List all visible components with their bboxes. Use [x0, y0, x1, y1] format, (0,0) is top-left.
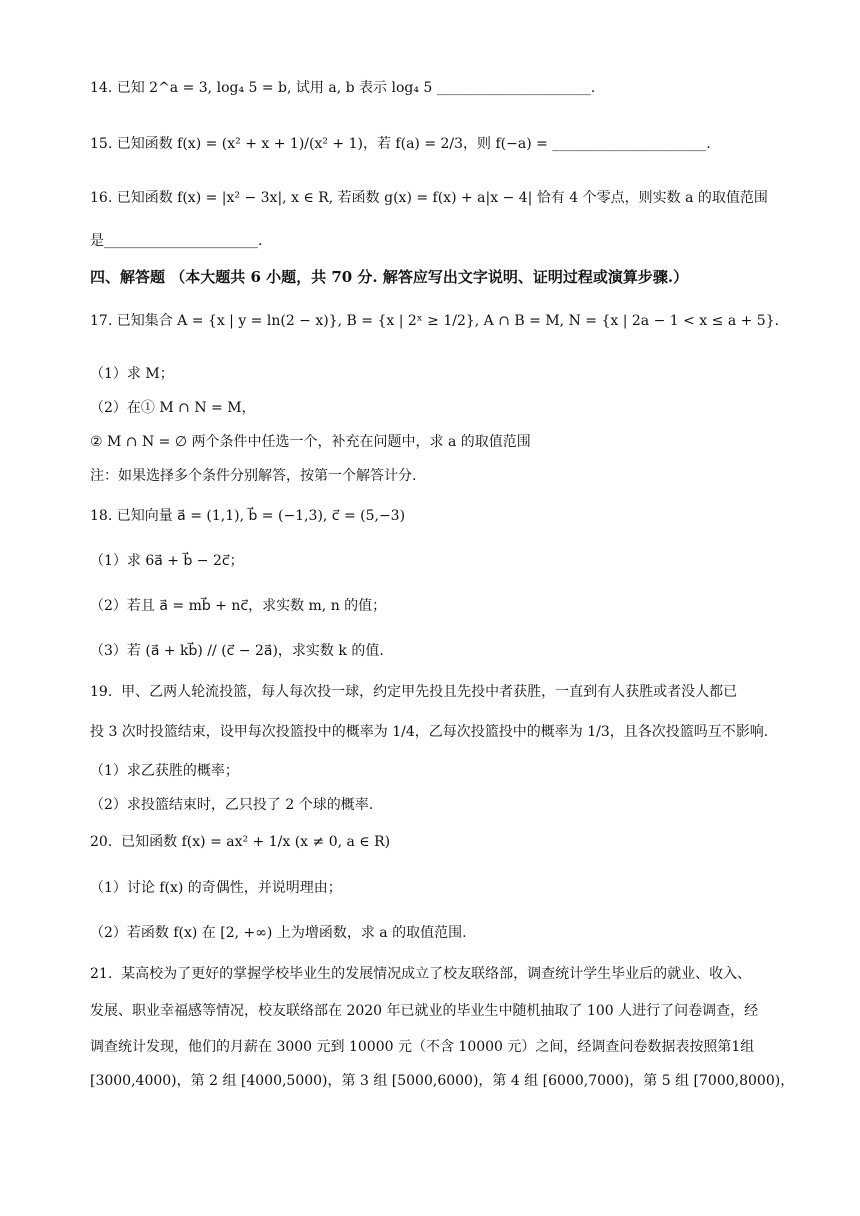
question-17	[90, 313, 790, 330]
q18-part-2-text: （2）若且 a⃗ = mb⃗ + nc⃗，求实数 m, n 的值；	[90, 598, 387, 614]
question-21-text-1: 21. 某高校为了更好的掌握学校毕业生的发展情况成立了校友联络部，调查统计学生毕业后的就业、收入、	[90, 966, 752, 982]
question-17-text: 17. 已知集合 A = {x | y = ln(2 − x)}, B = {x | 2ˣ ≥ 1/2}, A ∩ B = M, N = {x | 2a − 1 < x ≤ a + 5}.	[90, 313, 780, 329]
question-16-text: 16. 已知函数 f(x) = |x² − 3x|, x ∈ R, 若函数 g(x) = f(x) + a|x − 4| 恰有 4 个零点，则实数 a 的取值范围	[90, 190, 768, 206]
q18-part-3-text: （3）若 (a⃗ + kb⃗) // (c⃗ − 2a⃗)，求实数 k 的值.	[90, 643, 384, 659]
q18-part-1-text: （1）求 6a⃗ + b⃗ − 2c⃗；	[90, 553, 244, 569]
question-21-line-2	[90, 1003, 790, 1020]
q17-part-1-text: （1）求 M；	[90, 366, 174, 382]
question-20-text: 20. 已知函数 f(x) = ax² + 1/x (x ≠ 0, a ∈ R)	[90, 834, 391, 850]
question-18-text: 18. 已知向量 a⃗ = (1,1), b⃗ = (−1,3), c⃗ = (5,−3)	[90, 508, 406, 524]
question-21-text-2: 发展、职业幸福感等情况，校友联络部在 2020 年已就业的毕业生中随机抽取了 100 人进行了问卷调查，经	[90, 1003, 759, 1019]
question-21-line-3	[90, 1039, 790, 1056]
question-17-condition-2	[90, 434, 790, 451]
question-19-cont-text: 投 3 次时投篮结束，设甲每次投篮投中的概率为 1/4，乙每次投篮投中的概率为 1/3，且各次投篮吗互不影响.	[90, 724, 769, 740]
q19-part-1-text: （1）求乙获胜的概率；	[90, 763, 239, 779]
q20-part-1-text: （1）讨论 f(x) 的奇偶性，并说明理由；	[90, 880, 342, 896]
question-17-part-2	[90, 400, 790, 417]
question-14-text: 14. 已知 2^a = 3, log₄ 5 = b, 试用 a, b 表示 log₄ 5 ______________________.	[90, 80, 596, 96]
question-18	[90, 508, 790, 525]
q19-part-2-text: （2）求投篮结束时，乙只投了 2 个球的概率.	[90, 797, 374, 813]
question-16-blank: 是______________________.	[90, 233, 263, 249]
question-15-text: 15. 已知函数 f(x) = (x² + x + 1)/(x² + 1)，若 f(a) = 2/3，则 f(−a) = ______________________.	[90, 136, 711, 152]
question-18-part-2	[90, 598, 790, 615]
question-20-part-1	[90, 880, 790, 897]
question-16-answer-line	[90, 233, 790, 250]
question-21	[90, 966, 790, 983]
question-17-note	[90, 468, 790, 485]
section-heading	[90, 268, 790, 286]
q17-note-text: 注：如果选择多个条件分别解答，按第一个解答计分.	[90, 468, 417, 484]
question-21-text-4: [3000,4000)，第 2 组 [4000,5000)，第 3 组 [5000,6000)，第 4 组 [6000,7000)，第 5 组 [7000,8000)，	[90, 1073, 795, 1089]
question-20	[90, 834, 790, 851]
question-18-part-3	[90, 643, 790, 660]
question-19-text: 19. 甲、乙两人轮流投篮，每人每次投一球，约定甲先投且先投中者获胜，一直到有人获胜或者没人都已	[90, 684, 738, 700]
question-19-part-1	[90, 763, 790, 780]
section-heading-text: 四、解答题 （本大题共 6 小题，共 70 分. 解答应写出文字说明、证明过程或演算步骤.）	[90, 268, 689, 286]
question-16	[90, 190, 790, 207]
q17-part-2-text: （2）在① M ∩ N = M，	[90, 400, 256, 416]
question-15	[90, 136, 790, 153]
question-21-line-4	[90, 1073, 795, 1090]
q20-part-2-text: （2）若函数 f(x) 在 [2, +∞) 上为增函数，求 a 的取值范围.	[90, 925, 467, 941]
question-18-part-1	[90, 553, 790, 570]
question-21-text-3: 调查统计发现，他们的月薪在 3000 元到 10000 元（不含 10000 元）之间，经调查问卷数据表按照第1组	[90, 1039, 755, 1055]
question-14	[90, 80, 790, 97]
question-17-part-1	[90, 366, 790, 383]
q17-condition-2-text: ② M ∩ N = ∅ 两个条件中任选一个，补充在问题中，求 a 的取值范围	[90, 434, 531, 450]
question-19	[90, 684, 790, 701]
question-20-part-2	[90, 925, 790, 942]
question-19-part-2	[90, 797, 790, 814]
question-19-cont	[90, 724, 790, 741]
